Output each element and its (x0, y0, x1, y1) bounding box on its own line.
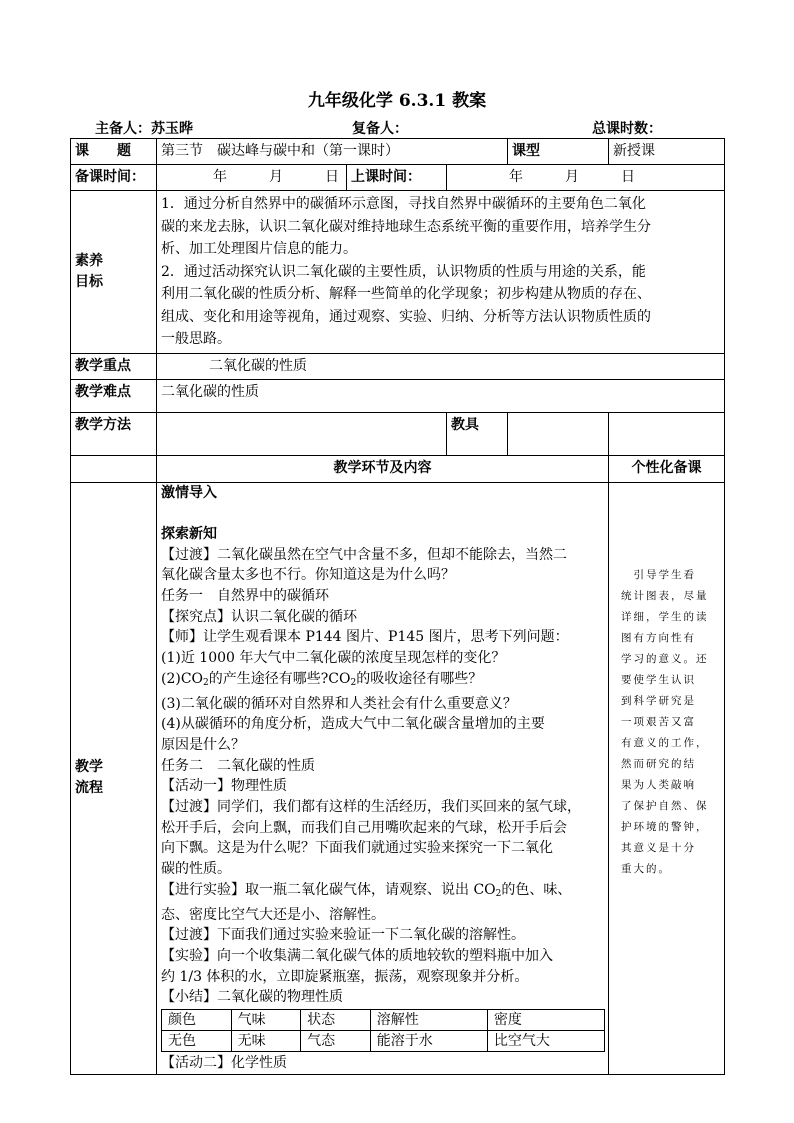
goal-line: 一般思路。 (161, 331, 231, 347)
document-title: 九年级化学 6.3.1 教案 (307, 91, 487, 111)
goal-line: 1．通过分析自然界中的碳循环示意图，寻找自然界中碳循环的主要角色二氧化 (161, 196, 646, 212)
note-line: 有意义的工作， (621, 736, 709, 749)
flow-line: 态、密度比空气大还是小、溶解性。 (161, 906, 385, 923)
goal-line: 析、加工处理图片信息的能力。 (161, 241, 357, 257)
note-line: 了保护自然、保 (621, 799, 709, 812)
method-value (157, 412, 447, 455)
prop-value-row (162, 1031, 605, 1052)
type-label: 课型 (508, 139, 609, 165)
personal-header: 个性化备课 (609, 455, 725, 482)
flow-line: (1)近 1000 年大气中二氧化碳的浓度呈现怎样的变化？ (161, 650, 506, 667)
prop-value-cell: 比空气大 (487, 1031, 604, 1052)
class-time-label: 上课时间： (347, 165, 447, 191)
note-line: 学习的意义。还 (621, 652, 709, 665)
goal-line: 碳的来龙去脉，认识二氧化碳对维持地球生态系统平衡的重要作用，培养学生分 (161, 218, 651, 235)
note-line: 到科学研究是 (621, 694, 696, 707)
preparer-label: 主备人：苏玉晔 (95, 121, 193, 137)
focus-row (71, 353, 725, 379)
note-line: 重大的。 (621, 862, 671, 875)
prop-header-cell: 密度 (487, 1010, 604, 1031)
prep-time-value: 年 月 日 (157, 165, 347, 191)
flow-line: 【探究点】认识二氧化碳的循环 (161, 608, 357, 625)
flow-line: 【师】让学生观看课本 P144 图片、P145 图片，思考下列问题： (161, 629, 569, 646)
prop-header-row (162, 1010, 605, 1031)
flow-label-line-2: 流程 (75, 780, 103, 797)
flow-line: 任务二 二氧化碳的性质 (161, 757, 315, 774)
difficulty-row (71, 379, 725, 412)
method-label: 教学方法 (71, 412, 157, 455)
goals-label (71, 191, 157, 354)
section-header: 教学环节及内容 (157, 455, 609, 482)
class-time-value: 年 月 日 (447, 165, 725, 191)
topic-value: 第三节 碳达峰与碳中和（第一课时） (157, 139, 508, 165)
flow-line: (4)从碳循环的角度分析，造成大气中二氧化碳含量增加的主要 (161, 716, 545, 733)
note-line: 详细，学生的读 (621, 610, 709, 623)
note-line: 一项艰苦又富 (621, 715, 696, 728)
goals-text (157, 191, 725, 354)
flow-line: 碳的性质。 (161, 861, 231, 878)
section-header-row (71, 455, 725, 482)
note-line: 统计图表，尽量 (621, 589, 709, 602)
flow-line: 向下飘。这是为什么呢？下面我们就通过实验来探究一下二氧化 (161, 840, 553, 857)
note-line: 图有方向性有 (621, 631, 696, 644)
flow-line-co2-question: $(2)CO_2$的产生途径有哪些$?CO_2$的吸收途径有哪些？ (161, 670, 483, 688)
goals-row (71, 191, 725, 354)
goal-line: 2．通过活动探究认识二氧化碳的主要性质，认识物质的性质与用途的关系，能 (161, 263, 646, 280)
personal-note (609, 482, 725, 1074)
flow-label-line-1: 教学 (75, 759, 103, 776)
prop-value-cell: 能溶于水 (370, 1031, 487, 1052)
prop-header-cell: 状态 (301, 1010, 371, 1031)
flow-line: 氧化碳含量太多也不行。你知道这是为什么吗？ (161, 567, 455, 584)
focus-value: 二氧化碳的性质 (157, 353, 725, 379)
co-preparer-label: 复备人： (352, 121, 408, 137)
difficulty-label: 教学难点 (71, 379, 157, 412)
flow-line: 约 1/3 体积的水，立即旋紧瓶塞，振荡，观察现象并分析。 (161, 968, 529, 985)
prop-value-cell: 气态 (301, 1031, 371, 1052)
method-row (71, 412, 725, 455)
note-line: 其意义是十分 (621, 841, 696, 854)
total-hours-label: 总课时数： (592, 121, 662, 137)
tools-label: 教具 (447, 412, 508, 455)
flow-label (71, 482, 157, 1074)
lesson-plan-table (70, 138, 725, 1075)
topic-label: 课 题 (71, 139, 157, 165)
difficulty-value: 二氧化碳的性质 (157, 379, 725, 412)
goal-line: 利用二氧化碳的性质分析、解释一些简单的化学现象；初步构建从物质的存在、 (161, 286, 651, 302)
flow-line: 【过渡】同学们，我们都有这样的生活经历，我们买回来的氢气球， (161, 799, 581, 816)
flow-content (157, 482, 609, 1074)
prop-header-cell: 颜色 (162, 1010, 232, 1031)
flow-line: 【过渡】下面我们通过实验来验证一下二氧化碳的溶解性。 (161, 927, 525, 944)
physical-properties-table (161, 1009, 605, 1052)
type-value: 新授课 (609, 139, 725, 165)
goals-label-line-1: 素养 (75, 252, 103, 269)
flow-line: 【实验】向一个收集满二氧化碳气体的质地较软的塑料瓶中加入 (161, 947, 553, 964)
explore-heading: 探索新知 (161, 525, 217, 542)
flow-line: (3)二氧化碳的循环对自然界和人类社会有什么重要意义？ (161, 695, 517, 712)
flow-row (71, 482, 725, 1074)
flow-line: 【过渡】二氧化碳虽然在空气中含量不多，但却不能除去，当然二 (161, 546, 567, 563)
prop-value-cell: 无色 (162, 1031, 232, 1052)
section-header-blank (71, 455, 157, 482)
topic-row (71, 139, 725, 165)
flow-line: 【活动二】化学性质 (161, 1055, 287, 1072)
prop-header-cell: 溶解性 (370, 1010, 487, 1031)
prep-time-label: 备课时间： (71, 165, 157, 191)
note-line: 引导学生看 (621, 568, 696, 581)
prop-header-cell: 气味 (231, 1010, 301, 1031)
note-line: 果为人类敲响 (621, 778, 696, 791)
note-line: 要使学生认识 (621, 673, 696, 686)
goal-line: 组成、变化和用途等视角，通过观察、实验、归纳、分析等方法认识物质性质的 (161, 308, 651, 325)
flow-line-experiment: 【进行实验】取一瓶二氧化碳气体，请观察、说出 $CO_2$的色、味、 (161, 881, 572, 899)
flow-line: 松开手后，会向上飘，而我们自己用嘴吹起来的气球，松开手后会 (161, 819, 567, 836)
flow-line: 【活动一】物理性质 (161, 778, 287, 795)
flow-line: 原因是什么？ (161, 736, 245, 753)
flow-line: 【小结】二氧化碳的物理性质 (161, 989, 343, 1006)
intro-heading: 激情导入 (161, 484, 217, 501)
tools-value (508, 412, 609, 455)
tools-extra (609, 412, 725, 455)
note-line: 护环境的警钟， (621, 820, 709, 833)
time-row (71, 165, 725, 191)
focus-label: 教学重点 (71, 353, 157, 379)
note-line: 然而研究的结 (621, 757, 696, 770)
prop-value-cell: 无味 (231, 1031, 301, 1052)
goals-label-line-2: 目标 (75, 273, 103, 290)
flow-line: 任务一 自然界中的碳循环 (161, 588, 329, 604)
